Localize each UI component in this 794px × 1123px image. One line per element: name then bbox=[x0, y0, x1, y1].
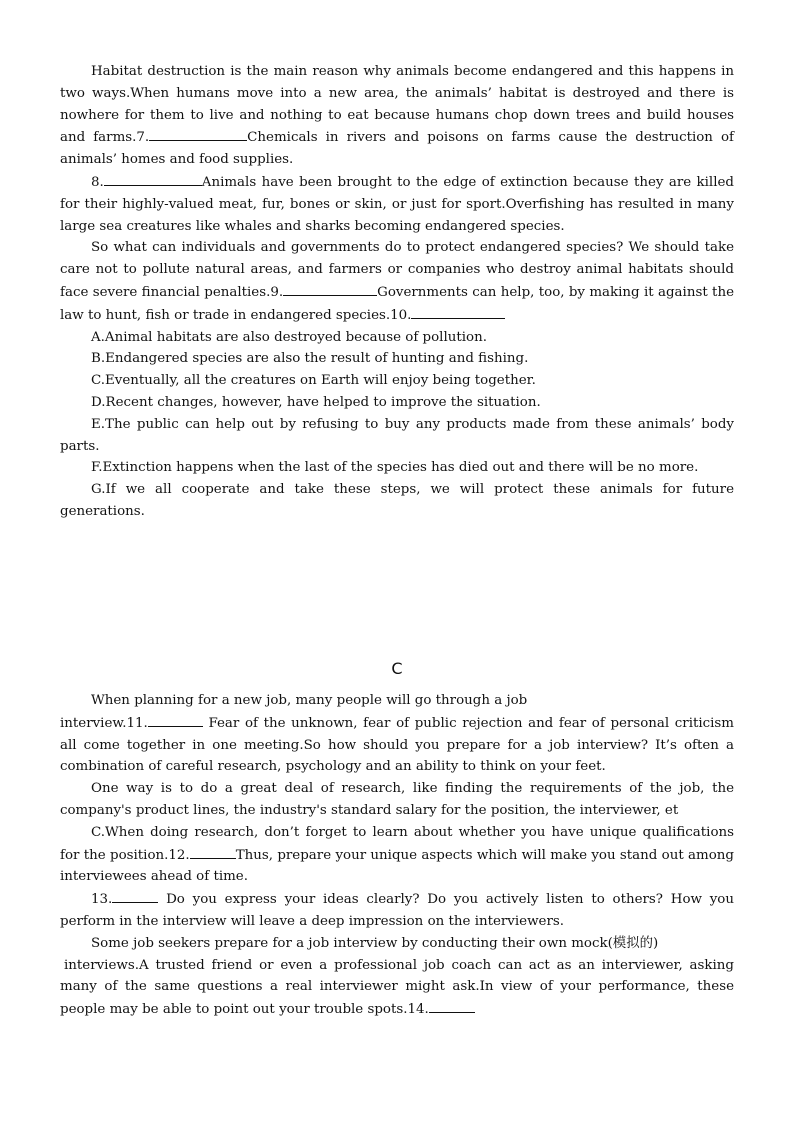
blank-11[interactable] bbox=[148, 712, 203, 727]
paragraph-c3: C.When doing research, don’t forget to learn about whether you have unique qualifications for the position.12. Thus, prepare your unique aspects which will make you stand out among interviewees ahead of time. bbox=[60, 824, 734, 885]
blank-7[interactable] bbox=[149, 126, 247, 141]
paragraph-1: Habitat destruction is the main reason why animals become endangered and this happens in two ways.When humans move into a new area, the animals’ habitat is destroyed and there is nowhere for them to live and nothing to eat because humans chop down trees and build houses and farms.7. Chemicals in rivers and poisons on farms cause the destruction of animals’ homes and food supplies. bbox=[60, 64, 734, 168]
paragraph-c1: interview.11. Fear of the unknown, fear of public rejection and fear of personal criticism all come together in one meeting.So how should you prepare for a job interview? It’s often a combination of careful research, psychology and an ability to think on your feet. bbox=[60, 712, 734, 778]
paragraph-c2: One way is to do a great deal of research, like finding the requirements of the job, the company's product lines, the industry's standard salary for the position, the interviewer, et bbox=[60, 781, 734, 818]
option-a: A.Animal habitats are also destroyed because of pollution. bbox=[91, 329, 487, 345]
blank-9[interactable] bbox=[283, 281, 377, 296]
paragraph-c5-line1: Some job seekers prepare for a job interview by conducting their own mock(模拟的) bbox=[91, 935, 659, 951]
paragraph-c5: interviews.A trusted friend or even a professional job coach can act as an interviewer, asking many of the same questions a real interviewer might ask.In view of your performance, these people may be able to point out your trouble spots.14. bbox=[60, 957, 734, 1018]
section-title: C bbox=[391, 659, 403, 678]
paragraph-3: So what can individuals and governments do to protect endangered species? We should take care not to pollute natural areas, and farmers or companies who destroy animal habitats should face severe financial penalties.9. Governments can help, too, by making it against the law to hunt, fish or trade in endangered species.10. bbox=[60, 240, 734, 323]
option-g: G.If we all cooperate and take these steps, we will protect these animals for future generations. bbox=[60, 482, 734, 519]
paragraph-c4: 13. Do you express your ideas clearly? Do you actively listen to others? How you perform in the interview will leave a deep impression on the interviewers. bbox=[60, 888, 734, 933]
option-c: C.Eventually, all the creatures on Earth will enjoy being together. bbox=[91, 373, 536, 389]
blank-12[interactable] bbox=[190, 844, 236, 859]
blank-10[interactable] bbox=[411, 304, 505, 319]
option-e: E.The public can help out by refusing to buy any products made from these animals’ body parts. bbox=[60, 416, 734, 454]
option-f: F.Extinction happens when the last of the species has died out and there will be no more. bbox=[91, 460, 699, 476]
passage-c bbox=[60, 690, 734, 1021]
paragraph-2: 8. Animals have been brought to the edge of extinction because they are killed for their highly-valued meat, fur, bones or skin, or just for sport.Overfishing has resulted in many large sea creatures like whales and sharks becoming endangered species. bbox=[60, 171, 734, 237]
option-b: B.Endangered species are also the result of hunting and fishing. bbox=[91, 351, 529, 367]
option-d: D.Recent changes, however, have helped to improve the situation. bbox=[91, 394, 541, 410]
blank-8[interactable] bbox=[104, 171, 202, 186]
paragraph-c1-line1: When planning for a new job, many people will go through a job bbox=[91, 693, 528, 708]
passage-b bbox=[60, 61, 734, 523]
blank-14[interactable] bbox=[429, 998, 475, 1013]
blank-13[interactable] bbox=[112, 888, 158, 903]
